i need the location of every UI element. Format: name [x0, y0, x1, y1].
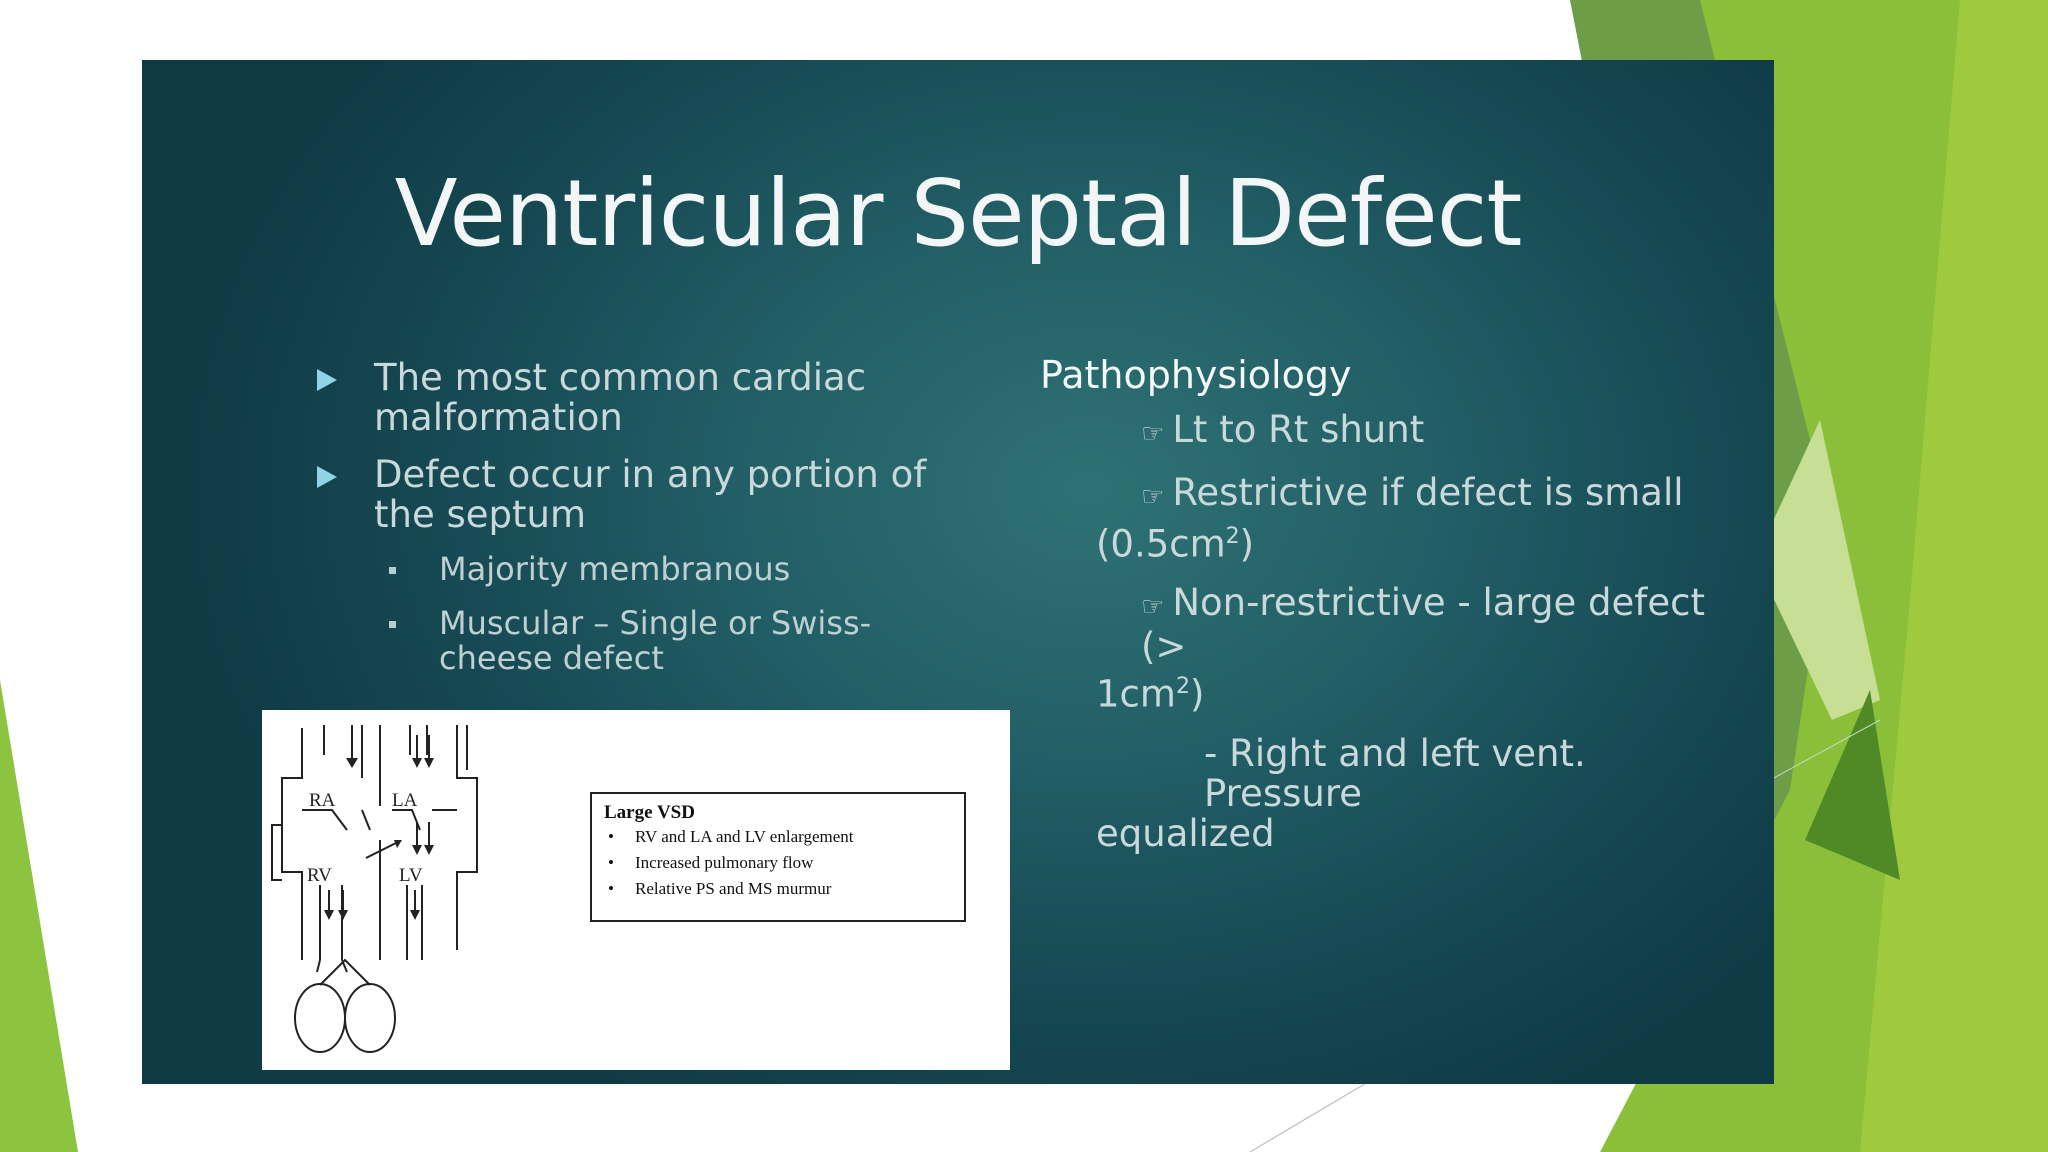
bullet-item: Defect occur in any portion of the septum [317, 455, 957, 535]
slide-panel [142, 60, 1774, 1084]
pointing-hand-icon: ☞ [1141, 419, 1165, 449]
large-vsd-box [590, 792, 966, 922]
square-bullet-icon [389, 621, 396, 628]
pathophysiology-heading: Pathophysiology [1040, 353, 1352, 397]
pathophysiology-item: ☞ Restrictive if defect is small $(0.5cm^2)$ [1096, 471, 1684, 566]
chamber-label-rv: RV [307, 865, 332, 886]
pathophysiology-item: - Right and left vent. Pressure equalized [1096, 731, 1586, 855]
square-bullet-icon [389, 567, 396, 574]
left-bullet-list [317, 358, 957, 695]
pointing-hand-icon: ☞ [1141, 592, 1165, 623]
pathophysiology-section [1040, 352, 1730, 873]
pathophysiology-item: ☞ Lt to Rt shunt [1141, 408, 1425, 451]
large-vsd-item: • Relative PS and MS murmur [604, 876, 952, 902]
large-vsd-item: • Increased pulmonary flow [604, 850, 952, 876]
chamber-label-ra: RA [309, 790, 336, 811]
large-vsd-title: Large VSD [604, 802, 695, 823]
pathophysiology-item: ☞ Non-restrictive - large defect (> $1cm^2$) [1096, 581, 1705, 716]
triangle-right-icon [317, 466, 337, 488]
left-green-triangle [0, 680, 78, 1152]
slide-title: Ventricular Septal Defect [394, 160, 1522, 267]
pointing-hand-icon: ☞ [1141, 482, 1165, 512]
sub-bullet-item: Muscular – Single or Swiss-cheese defect [317, 606, 957, 676]
chamber-label-lv: LV [399, 865, 423, 886]
vsd-heart-diagram [262, 710, 1010, 1070]
large-vsd-item: • RV and LA and LV enlargement [604, 824, 952, 850]
bullet-item: The most common cardiac malformation [317, 358, 957, 438]
triangle-right-icon [317, 369, 337, 391]
sub-bullet-item: Majority membranous [317, 552, 957, 587]
chamber-label-la: LA [392, 790, 418, 811]
